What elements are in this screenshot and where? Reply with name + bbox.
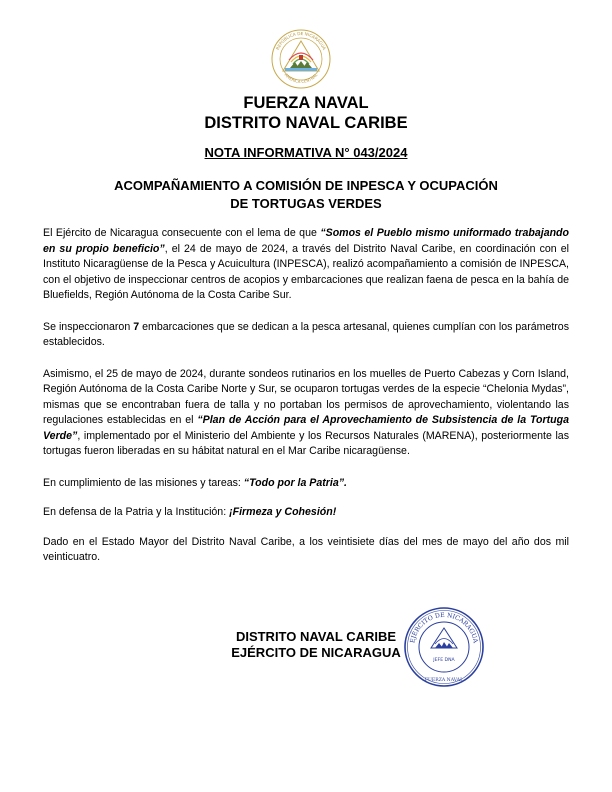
paragraph-3 [43,367,569,460]
vessel-count: 7 [133,320,140,333]
paragraph-4 [43,476,569,492]
signature-line2: EJÉRCITO DE NICARAGUA [231,645,401,660]
seal-inner-text: JEFE DNA [433,658,455,663]
seal-bottom-text: FUERZA NAVAL [424,678,464,683]
paragraph-2-rest: embarcaciones que se dedican a la pesca artesanal, quienes cumplían con los parámetros establecidos. [43,320,569,348]
nicaragua-coat-of-arms-icon [268,28,334,90]
paragraph-3-intro: Asimismo, el 25 de mayo de 2024, durante sondeos rutinarios en los muelles de Puerto Cabezas y Corn Island, Región Autónoma de la Costa Caribe Norte y Sur, se ocuparon tortugas verdes de la especie “Chelonia Mydas”, mismas que se encontraban fuera de talla y no portaban los permisos de aprovechamiento, violentando las regulaciones establecidas en el [43,367,569,426]
paragraph-5-intro: En defensa de la Patria y la Institución: [43,506,230,518]
paragraph-1 [43,226,569,304]
official-seal-stamp [403,606,485,688]
subject-line1: ACOMPAÑAMIENTO A COMISIÓN DE INPESCA Y OCUPACIÓN [114,178,498,193]
crest-top-text: REPÚBLICA DE NICARAGUA [274,30,328,51]
paragraph-2 [43,320,569,351]
document-number: NOTA INFORMATIVA N° 043/2024 [204,145,408,160]
crest-bottom-text: AMÉRICA CENTRAL [283,72,319,85]
org-name-line2: DISTRITO NAVAL CARIBE [204,114,408,132]
paragraph-2-intro: Se inspeccionaron [43,320,134,333]
document-body [43,226,569,582]
seal-ring-text: EJÉRCITO DE NICARAGUA [409,611,479,644]
paragraph-4-motto: “Todo por la Patria”. [243,476,347,489]
paragraph-3-rest: , implementado por el Ministerio del Ambiente y los Recursos Naturales (MARENA), posteriormente las tortugas fueron liberadas en su hábitat natural en el Mar Caribe nicaragüense. [43,429,569,457]
paragraph-6: Dado en el Estado Mayor del Distrito Naval Caribe, a los veintisiete días del mes de mayo del año dos mil veinticuatro. [43,535,569,563]
signature-line1: DISTRITO NAVAL CARIBE [235,629,397,644]
paragraph-1-motto: “Somos el Pueblo mismo uniformado trabajando en su propio beneficio” [43,227,569,255]
paragraph-1-rest: , el 24 de mayo de 2024, a través del Distrito Naval Caribe, en coordinación con el Instituto Nicaragüense de la Pesca y Acuicultura (INPESCA), realizó acompañamiento a comisión de INPESCA, con el objetivo de inspeccionar centros de acopios y embarcaciones que realizan faena de pesca en la bahía de Bluefields, Región Autónoma de la Costa Caribe Sur. [43,242,569,301]
org-name-line1: FUERZA NAVAL [243,94,369,112]
svg-text:AMÉRICA CENTRAL [284,72,319,84]
subject-line2: DE TORTUGAS VERDES [230,196,382,211]
paragraph-1-intro: El Ejército de Nicaragua consecuente con el lema de que [43,227,321,239]
paragraph-5-motto: ¡Firmeza y Cohesión! [229,506,337,518]
paragraph-3-plan-name: “Plan de Acción para el Aprovechamiento de Subsistencia de la Tortuga Verde” [43,414,570,442]
paragraph-4-intro: En cumplimiento de las misiones y tareas: [43,476,244,489]
paragraph-5 [43,505,569,521]
